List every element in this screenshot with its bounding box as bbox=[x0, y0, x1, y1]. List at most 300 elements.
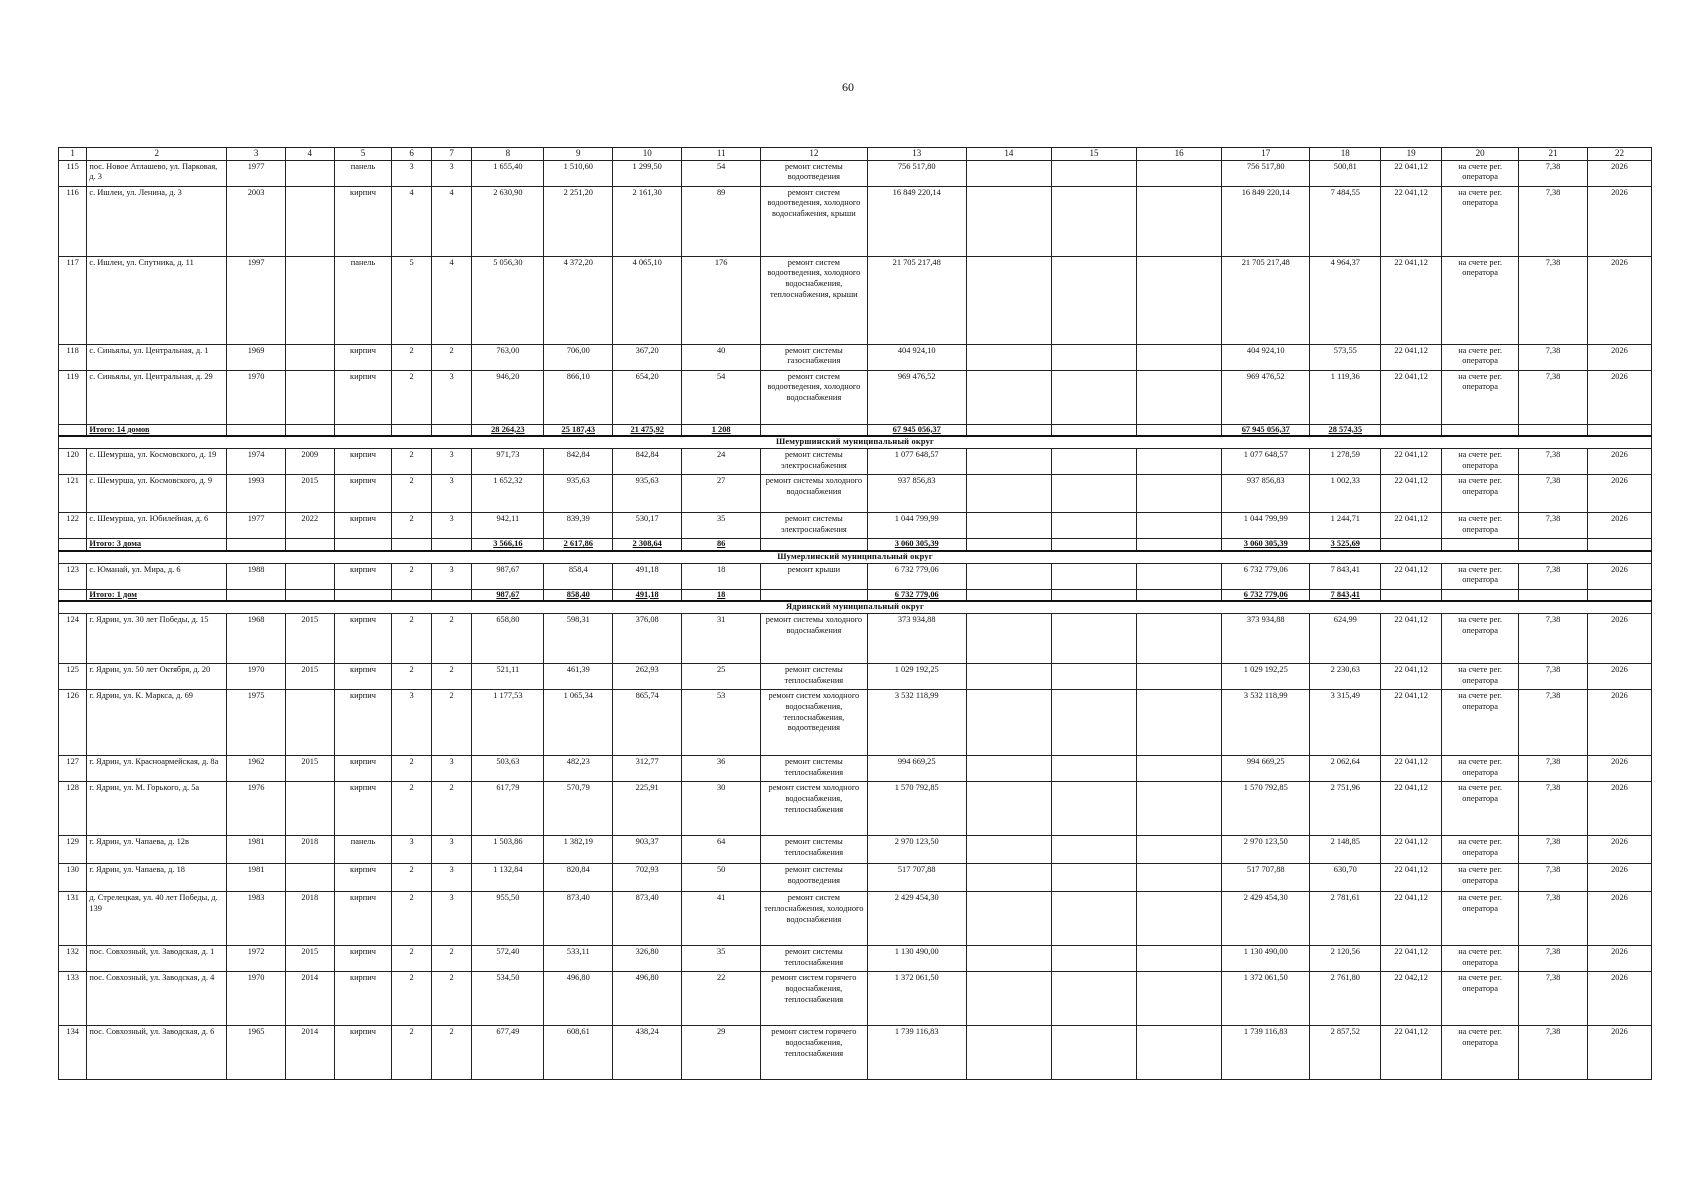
row-number: 118 bbox=[59, 344, 87, 370]
empty-cell bbox=[1051, 614, 1136, 664]
contribution-rate-cell: 7,38 bbox=[1519, 563, 1588, 589]
address-cell: г. Ядрин, ул. 50 лет Октября, д. 20 bbox=[87, 664, 227, 690]
owned-area-cell: 326,80 bbox=[613, 946, 682, 972]
floors-cell: 2 bbox=[392, 370, 432, 424]
empty-cell bbox=[1137, 370, 1222, 424]
year-renovated-cell: 2014 bbox=[285, 972, 334, 1026]
total-value: 86 bbox=[682, 539, 761, 551]
fund-cost-cell: 1 029 192,25 bbox=[1222, 664, 1310, 690]
total-cost-cell: 373 934,88 bbox=[867, 614, 966, 664]
fund-cost-cell: 16 849 220,14 bbox=[1222, 186, 1310, 256]
total-area-cell: 971,73 bbox=[472, 449, 544, 475]
work-type-cell: ремонт системы водоотведения bbox=[761, 160, 867, 186]
living-area-cell: 873,40 bbox=[544, 892, 613, 946]
empty-cell bbox=[334, 539, 392, 551]
wall-material-cell: кирпич bbox=[334, 563, 392, 589]
empty-cell bbox=[966, 690, 1051, 756]
empty-cell bbox=[1051, 160, 1136, 186]
empty-cell bbox=[1051, 664, 1136, 690]
total-cost-cell: 1 372 061,50 bbox=[867, 972, 966, 1026]
plan-year-cell: 2026 bbox=[1587, 946, 1651, 972]
row-number: 119 bbox=[59, 370, 87, 424]
table-row bbox=[59, 864, 1652, 892]
row-number: 131 bbox=[59, 892, 87, 946]
plan-year-cell: 2026 bbox=[1587, 836, 1651, 864]
row-number: 115 bbox=[59, 160, 87, 186]
total-area-cell: 1 177,53 bbox=[472, 690, 544, 756]
max-unit-cost-cell: 22 041,12 bbox=[1381, 756, 1442, 782]
empty-cell bbox=[1051, 370, 1136, 424]
year-built-cell: 1977 bbox=[227, 160, 286, 186]
empty-cell bbox=[1137, 782, 1222, 836]
unit-cost-cell: 2 751,96 bbox=[1310, 782, 1381, 836]
total-area-cell: 2 630,90 bbox=[472, 186, 544, 256]
residents-cell: 54 bbox=[682, 160, 761, 186]
plan-year-cell: 2026 bbox=[1587, 186, 1651, 256]
empty-cell bbox=[1051, 513, 1136, 539]
empty-cell bbox=[966, 344, 1051, 370]
fund-method-cell: на счете рег. оператора bbox=[1442, 449, 1519, 475]
fund-cost-cell: 1 372 061,50 bbox=[1222, 972, 1310, 1026]
empty-cell bbox=[59, 424, 87, 436]
year-renovated-cell: 2018 bbox=[285, 836, 334, 864]
empty-cell bbox=[1051, 589, 1136, 601]
total-area-cell: 1 132,84 bbox=[472, 864, 544, 892]
living-area-cell: 839,39 bbox=[544, 513, 613, 539]
total-cost-cell: 994 669,25 bbox=[867, 756, 966, 782]
unit-cost-cell: 2 761,80 bbox=[1310, 972, 1381, 1026]
column-number: 7 bbox=[431, 148, 472, 161]
total-cost-cell: 1 044 799,99 bbox=[867, 513, 966, 539]
column-number: 21 bbox=[1519, 148, 1588, 161]
empty-cell bbox=[1381, 539, 1442, 551]
unit-cost-cell: 573,55 bbox=[1310, 344, 1381, 370]
unit-cost-cell: 2 230,63 bbox=[1310, 664, 1381, 690]
empty-cell bbox=[1051, 424, 1136, 436]
total-area-cell: 1 655,40 bbox=[472, 160, 544, 186]
empty-cell bbox=[966, 614, 1051, 664]
empty-cell bbox=[1137, 563, 1222, 589]
max-unit-cost-cell: 22 041,12 bbox=[1381, 946, 1442, 972]
year-renovated-cell bbox=[285, 256, 334, 344]
fund-method-cell: на счете рег. оператора bbox=[1442, 1026, 1519, 1080]
empty-cell bbox=[966, 424, 1051, 436]
empty-cell bbox=[59, 589, 87, 601]
empty-cell bbox=[1051, 256, 1136, 344]
empty-cell bbox=[1137, 972, 1222, 1026]
column-number: 6 bbox=[392, 148, 432, 161]
fund-cost-cell: 1 130 490,00 bbox=[1222, 946, 1310, 972]
section-row bbox=[59, 436, 1652, 448]
total-area-cell: 987,67 bbox=[472, 563, 544, 589]
column-number-row bbox=[59, 148, 1652, 161]
table-body bbox=[59, 148, 1652, 1080]
year-renovated-cell: 2015 bbox=[285, 475, 334, 513]
empty-cell bbox=[392, 589, 432, 601]
owned-area-cell: 367,20 bbox=[613, 344, 682, 370]
total-cost-cell: 3 532 118,99 bbox=[867, 690, 966, 756]
year-built-cell: 1993 bbox=[227, 475, 286, 513]
column-number: 9 bbox=[544, 148, 613, 161]
contribution-rate-cell: 7,38 bbox=[1519, 946, 1588, 972]
total-row bbox=[59, 424, 1652, 436]
total-area-cell: 5 056,30 bbox=[472, 256, 544, 344]
entrances-cell: 4 bbox=[431, 256, 472, 344]
total-value: 28 574,35 bbox=[1310, 424, 1381, 436]
unit-cost-cell: 4 964,37 bbox=[1310, 256, 1381, 344]
work-type-cell: ремонт системы теплоснабжения bbox=[761, 836, 867, 864]
total-area-cell: 1 652,32 bbox=[472, 475, 544, 513]
floors-cell: 3 bbox=[392, 690, 432, 756]
total-area-cell: 942,11 bbox=[472, 513, 544, 539]
fund-method-cell: на счете рег. оператора bbox=[1442, 836, 1519, 864]
work-type-cell: ремонт системы электроснабжения bbox=[761, 449, 867, 475]
owned-area-cell: 496,80 bbox=[613, 972, 682, 1026]
wall-material-cell: кирпич bbox=[334, 664, 392, 690]
year-renovated-cell: 2015 bbox=[285, 614, 334, 664]
total-cost-cell: 517 707,88 bbox=[867, 864, 966, 892]
max-unit-cost-cell: 22 042,12 bbox=[1381, 972, 1442, 1026]
owned-area-cell: 312,77 bbox=[613, 756, 682, 782]
total-value: 987,67 bbox=[472, 589, 544, 601]
empty-cell bbox=[966, 782, 1051, 836]
row-number: 117 bbox=[59, 256, 87, 344]
fund-cost-cell: 1 570 792,85 bbox=[1222, 782, 1310, 836]
max-unit-cost-cell: 22 041,12 bbox=[1381, 614, 1442, 664]
row-number: 123 bbox=[59, 563, 87, 589]
table-row bbox=[59, 344, 1652, 370]
total-value: 25 187,43 bbox=[544, 424, 613, 436]
address-cell: пос. Совхозный, ул. Заводская, д. 1 bbox=[87, 946, 227, 972]
empty-cell bbox=[1051, 539, 1136, 551]
empty-cell bbox=[1137, 256, 1222, 344]
floors-cell: 5 bbox=[392, 256, 432, 344]
entrances-cell: 2 bbox=[431, 946, 472, 972]
max-unit-cost-cell: 22 041,12 bbox=[1381, 513, 1442, 539]
total-cost-cell: 1 130 490,00 bbox=[867, 946, 966, 972]
fund-cost-cell: 1 739 116,83 bbox=[1222, 1026, 1310, 1080]
empty-cell bbox=[334, 424, 392, 436]
entrances-cell: 2 bbox=[431, 1026, 472, 1080]
fund-cost-cell: 1 077 648,57 bbox=[1222, 449, 1310, 475]
owned-area-cell: 4 065,10 bbox=[613, 256, 682, 344]
address-cell: с. Шемурша, ул. Космовского, д. 9 bbox=[87, 475, 227, 513]
address-cell: с. Ишлеи, ул. Спутника, д. 11 bbox=[87, 256, 227, 344]
fund-method-cell: на счете рег. оператора bbox=[1442, 513, 1519, 539]
table-row bbox=[59, 370, 1652, 424]
empty-cell bbox=[1137, 344, 1222, 370]
table-row bbox=[59, 475, 1652, 513]
total-cost-cell: 2 429 454,30 bbox=[867, 892, 966, 946]
address-cell: с. Юманай, ул. Мира, д. 6 bbox=[87, 563, 227, 589]
fund-method-cell: на счете рег. оператора bbox=[1442, 946, 1519, 972]
total-area-cell: 946,20 bbox=[472, 370, 544, 424]
plan-year-cell: 2026 bbox=[1587, 664, 1651, 690]
fund-cost-cell: 3 532 118,99 bbox=[1222, 690, 1310, 756]
total-value: 3 060 305,39 bbox=[1222, 539, 1310, 551]
living-area-cell: 608,61 bbox=[544, 1026, 613, 1080]
contribution-rate-cell: 7,38 bbox=[1519, 836, 1588, 864]
table-row bbox=[59, 782, 1652, 836]
year-built-cell: 1969 bbox=[227, 344, 286, 370]
total-value: 28 264,23 bbox=[472, 424, 544, 436]
contribution-rate-cell: 7,38 bbox=[1519, 344, 1588, 370]
wall-material-cell: кирпич bbox=[334, 186, 392, 256]
wall-material-cell: панель bbox=[334, 256, 392, 344]
year-built-cell: 1981 bbox=[227, 836, 286, 864]
wall-material-cell: кирпич bbox=[334, 475, 392, 513]
empty-cell bbox=[1137, 690, 1222, 756]
total-value: 7 843,41 bbox=[1310, 589, 1381, 601]
contribution-rate-cell: 7,38 bbox=[1519, 614, 1588, 664]
fund-cost-cell: 994 669,25 bbox=[1222, 756, 1310, 782]
entrances-cell: 3 bbox=[431, 513, 472, 539]
contribution-rate-cell: 7,38 bbox=[1519, 782, 1588, 836]
fund-method-cell: на счете рег. оператора bbox=[1442, 664, 1519, 690]
empty-cell bbox=[966, 563, 1051, 589]
address-cell: г. Ядрин, ул. 30 лет Победы, д. 15 bbox=[87, 614, 227, 664]
total-value: 6 732 779,06 bbox=[867, 589, 966, 601]
residents-cell: 25 bbox=[682, 664, 761, 690]
work-type-cell: ремонт системы холодного водоснабжения bbox=[761, 614, 867, 664]
residents-cell: 50 bbox=[682, 864, 761, 892]
empty-cell bbox=[392, 539, 432, 551]
max-unit-cost-cell: 22 041,12 bbox=[1381, 344, 1442, 370]
residents-cell: 24 bbox=[682, 449, 761, 475]
total-value: 858,40 bbox=[544, 589, 613, 601]
fund-method-cell: на счете рег. оператора bbox=[1442, 344, 1519, 370]
row-number: 125 bbox=[59, 664, 87, 690]
year-built-cell: 1968 bbox=[227, 614, 286, 664]
empty-cell bbox=[966, 256, 1051, 344]
section-row bbox=[59, 601, 1652, 613]
floors-cell: 2 bbox=[392, 344, 432, 370]
residents-cell: 30 bbox=[682, 782, 761, 836]
column-number: 1 bbox=[59, 148, 87, 161]
wall-material-cell: кирпич bbox=[334, 864, 392, 892]
residents-cell: 54 bbox=[682, 370, 761, 424]
living-area-cell: 1 065,34 bbox=[544, 690, 613, 756]
total-area-cell: 1 503,86 bbox=[472, 836, 544, 864]
empty-cell bbox=[966, 539, 1051, 551]
table-row bbox=[59, 513, 1652, 539]
living-area-cell: 4 372,20 bbox=[544, 256, 613, 344]
year-renovated-cell: 2015 bbox=[285, 946, 334, 972]
work-type-cell: ремонт систем теплоснабжения, холодного водоснабжения bbox=[761, 892, 867, 946]
residents-cell: 41 bbox=[682, 892, 761, 946]
owned-area-cell: 935,63 bbox=[613, 475, 682, 513]
work-type-cell: ремонт системы электроснабжения bbox=[761, 513, 867, 539]
fund-method-cell: на счете рег. оператора bbox=[1442, 563, 1519, 589]
floors-cell: 2 bbox=[392, 756, 432, 782]
municipality-heading: Шемуршинский муниципальный округ bbox=[59, 436, 1652, 448]
plan-year-cell: 2026 bbox=[1587, 756, 1651, 782]
plan-year-cell: 2026 bbox=[1587, 782, 1651, 836]
column-number: 18 bbox=[1310, 148, 1381, 161]
year-renovated-cell bbox=[285, 160, 334, 186]
contribution-rate-cell: 7,38 bbox=[1519, 972, 1588, 1026]
floors-cell: 2 bbox=[392, 449, 432, 475]
year-built-cell: 1970 bbox=[227, 664, 286, 690]
row-number: 134 bbox=[59, 1026, 87, 1080]
work-type-cell: ремонт систем горячего водоснабжения, теплоснабжения bbox=[761, 1026, 867, 1080]
empty-cell bbox=[1051, 449, 1136, 475]
plan-year-cell: 2026 bbox=[1587, 449, 1651, 475]
total-cost-cell: 2 970 123,50 bbox=[867, 836, 966, 864]
total-value: 3 525,69 bbox=[1310, 539, 1381, 551]
plan-year-cell: 2026 bbox=[1587, 256, 1651, 344]
unit-cost-cell: 7 484,55 bbox=[1310, 186, 1381, 256]
empty-cell bbox=[285, 589, 334, 601]
total-cost-cell: 1 077 648,57 bbox=[867, 449, 966, 475]
empty-cell bbox=[59, 539, 87, 551]
entrances-cell: 2 bbox=[431, 344, 472, 370]
address-cell: д. Стрелецкая, ул. 40 лет Победы, д. 139 bbox=[87, 892, 227, 946]
empty-cell bbox=[1051, 864, 1136, 892]
address-cell: пос. Совхозный, ул. Заводская, д. 6 bbox=[87, 1026, 227, 1080]
floors-cell: 2 bbox=[392, 563, 432, 589]
empty-cell bbox=[1051, 563, 1136, 589]
contribution-rate-cell: 7,38 bbox=[1519, 864, 1588, 892]
empty-cell bbox=[1137, 946, 1222, 972]
work-type-cell: ремонт систем холодного водоснабжения, теплоснабжения bbox=[761, 782, 867, 836]
empty-cell bbox=[1381, 589, 1442, 601]
entrances-cell: 3 bbox=[431, 370, 472, 424]
empty-cell bbox=[966, 836, 1051, 864]
empty-cell bbox=[1137, 160, 1222, 186]
total-label: Итого: 1 дом bbox=[87, 589, 227, 601]
total-value: 2 617,86 bbox=[544, 539, 613, 551]
max-unit-cost-cell: 22 041,12 bbox=[1381, 664, 1442, 690]
year-built-cell: 1970 bbox=[227, 370, 286, 424]
wall-material-cell: кирпич bbox=[334, 614, 392, 664]
empty-cell bbox=[1137, 589, 1222, 601]
unit-cost-cell: 2 857,52 bbox=[1310, 1026, 1381, 1080]
total-value: 491,18 bbox=[613, 589, 682, 601]
column-number: 16 bbox=[1137, 148, 1222, 161]
living-area-cell: 866,10 bbox=[544, 370, 613, 424]
section-row bbox=[59, 551, 1652, 563]
empty-cell bbox=[1051, 1026, 1136, 1080]
table-row bbox=[59, 449, 1652, 475]
empty-cell bbox=[761, 539, 867, 551]
empty-cell bbox=[1051, 186, 1136, 256]
work-type-cell: ремонт системы теплоснабжения bbox=[761, 756, 867, 782]
living-area-cell: 533,11 bbox=[544, 946, 613, 972]
contribution-rate-cell: 7,38 bbox=[1519, 513, 1588, 539]
floors-cell: 2 bbox=[392, 475, 432, 513]
empty-cell bbox=[285, 539, 334, 551]
total-area-cell: 955,50 bbox=[472, 892, 544, 946]
unit-cost-cell: 1 244,71 bbox=[1310, 513, 1381, 539]
work-type-cell: ремонт системы теплоснабжения bbox=[761, 664, 867, 690]
row-number: 127 bbox=[59, 756, 87, 782]
fund-cost-cell: 373 934,88 bbox=[1222, 614, 1310, 664]
empty-cell bbox=[1587, 589, 1651, 601]
contribution-rate-cell: 7,38 bbox=[1519, 690, 1588, 756]
max-unit-cost-cell: 22 041,12 bbox=[1381, 782, 1442, 836]
entrances-cell: 3 bbox=[431, 160, 472, 186]
fund-cost-cell: 6 732 779,06 bbox=[1222, 563, 1310, 589]
owned-area-cell: 1 299,50 bbox=[613, 160, 682, 186]
total-row bbox=[59, 539, 1652, 551]
year-renovated-cell: 2015 bbox=[285, 664, 334, 690]
empty-cell bbox=[966, 370, 1051, 424]
empty-cell bbox=[1051, 344, 1136, 370]
fund-cost-cell: 21 705 217,48 bbox=[1222, 256, 1310, 344]
total-cost-cell: 1 029 192,25 bbox=[867, 664, 966, 690]
plan-year-cell: 2026 bbox=[1587, 614, 1651, 664]
table-row bbox=[59, 946, 1652, 972]
empty-cell bbox=[1137, 449, 1222, 475]
total-value: 21 475,92 bbox=[613, 424, 682, 436]
table-row bbox=[59, 256, 1652, 344]
total-cost-cell: 6 732 779,06 bbox=[867, 563, 966, 589]
year-renovated-cell bbox=[285, 344, 334, 370]
year-renovated-cell bbox=[285, 563, 334, 589]
page-number: 60 bbox=[842, 80, 854, 94]
row-number: 121 bbox=[59, 475, 87, 513]
municipality-heading: Ядринский муниципальный округ bbox=[59, 601, 1652, 613]
row-number: 124 bbox=[59, 614, 87, 664]
empty-cell bbox=[761, 424, 867, 436]
max-unit-cost-cell: 22 041,12 bbox=[1381, 160, 1442, 186]
wall-material-cell: кирпич bbox=[334, 782, 392, 836]
address-cell: с. Шемурша, ул. Космовского, д. 19 bbox=[87, 449, 227, 475]
year-built-cell: 1997 bbox=[227, 256, 286, 344]
entrances-cell: 2 bbox=[431, 664, 472, 690]
wall-material-cell: кирпич bbox=[334, 756, 392, 782]
address-cell: с. Синьялы, ул. Центральная, д. 29 bbox=[87, 370, 227, 424]
fund-method-cell: на счете рег. оператора bbox=[1442, 690, 1519, 756]
entrances-cell: 3 bbox=[431, 475, 472, 513]
table-row bbox=[59, 892, 1652, 946]
empty-cell bbox=[1051, 690, 1136, 756]
wall-material-cell: кирпич bbox=[334, 972, 392, 1026]
max-unit-cost-cell: 22 041,12 bbox=[1381, 1026, 1442, 1080]
living-area-cell: 842,84 bbox=[544, 449, 613, 475]
living-area-cell: 706,00 bbox=[544, 344, 613, 370]
empty-cell bbox=[1442, 589, 1519, 601]
total-value: 3 566,16 bbox=[472, 539, 544, 551]
residents-cell: 36 bbox=[682, 756, 761, 782]
empty-cell bbox=[1051, 972, 1136, 1026]
contribution-rate-cell: 7,38 bbox=[1519, 370, 1588, 424]
row-number: 122 bbox=[59, 513, 87, 539]
residents-cell: 89 bbox=[682, 186, 761, 256]
empty-cell bbox=[966, 664, 1051, 690]
living-area-cell: 1 382,19 bbox=[544, 836, 613, 864]
column-number: 12 bbox=[761, 148, 867, 161]
fund-method-cell: на счете рег. оператора bbox=[1442, 756, 1519, 782]
max-unit-cost-cell: 22 041,12 bbox=[1381, 892, 1442, 946]
contribution-rate-cell: 7,38 bbox=[1519, 449, 1588, 475]
empty-cell bbox=[1137, 513, 1222, 539]
owned-area-cell: 903,37 bbox=[613, 836, 682, 864]
empty-cell bbox=[1051, 475, 1136, 513]
fund-cost-cell: 404 924,10 bbox=[1222, 344, 1310, 370]
empty-cell bbox=[966, 1026, 1051, 1080]
contribution-rate-cell: 7,38 bbox=[1519, 1026, 1588, 1080]
wall-material-cell: кирпич bbox=[334, 513, 392, 539]
column-number: 5 bbox=[334, 148, 392, 161]
address-cell: пос. Новое Атлашево, ул. Парковая, д. 3 bbox=[87, 160, 227, 186]
fund-cost-cell: 2 970 123,50 bbox=[1222, 836, 1310, 864]
total-area-cell: 677,49 bbox=[472, 1026, 544, 1080]
plan-year-cell: 2026 bbox=[1587, 513, 1651, 539]
entrances-cell: 3 bbox=[431, 756, 472, 782]
living-area-cell: 496,80 bbox=[544, 972, 613, 1026]
